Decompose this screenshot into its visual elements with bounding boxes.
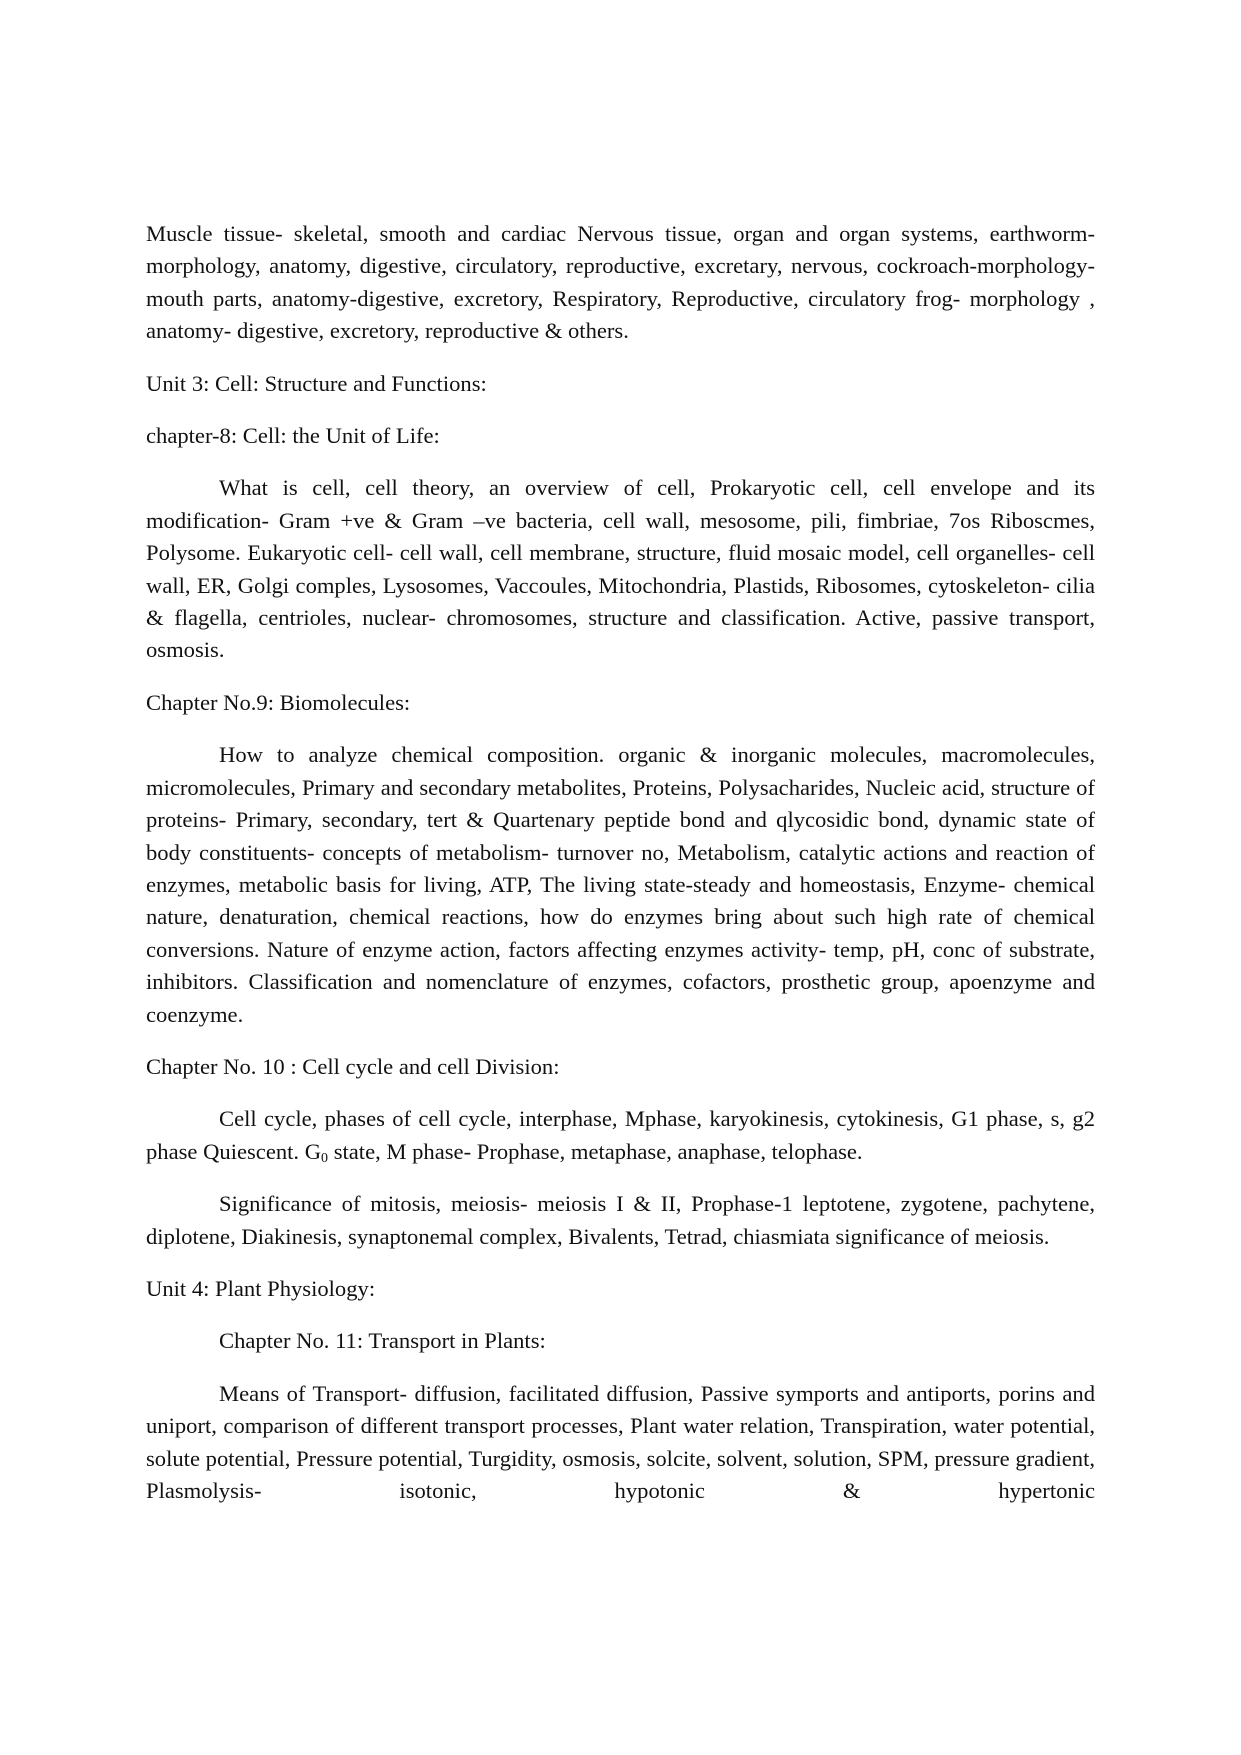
heading-chapter-10: Chapter No. 10 : Cell cycle and cell Division: <box>146 1053 560 1079</box>
paragraph-chapter-10-meiosis: Significance of mitosis, meiosis- meiosis I & II, Prophase-1 leptotene, zygotene, pachytene, diplotene, Diakinesis, synaptonemal complex, Bivalents, Tetrad, chiasmiata significance of meiosis. <box>146 1191 1095 1249</box>
document-page <box>146 218 1095 1527</box>
heading-unit-3: Unit 3: Cell: Structure and Functions: <box>146 370 487 396</box>
paragraph-chapter-9: How to analyze chemical composition. organic & inorganic molecules, macromolecules, micromolecules, Primary and secondary metabolites, Proteins, Polysacharides, Nucleic acid, structure of proteins- Primary, secondary, tert & Quartenary peptide bond and qlycosidic bond, dynamic state of body constituents- concepts of metabolism- turnover no, Metabolism, catalytic actions and reaction of enzymes, metabolic basis for living, ATP, The living state-steady and homeostasis, Enzyme- chemical nature, denaturation, chemical reactions, how do enzymes bring about such high rate of chemical conversions. Nature of enzyme action, factors affecting enzymes activity- temp, pH, conc of substrate, inhibitors. Classification and nomenclature of enzymes, cofactors, prosthetic group, apoenzyme and coenzyme. <box>146 742 1095 1027</box>
paragraph-chapter-8: What is cell, cell theory, an overview of cell, Prokaryotic cell, cell envelope and its modification- Gram +ve & Gram –ve bacteria, cell wall, mesosome, pili, fimbriae, 7os Riboscmes, Polysome. Eukaryotic cell- cell wall, cell membrane, structure, fluid mosaic model, cell organelles- cell wall, ER, Golgi comples, Lysosomes, Vaccoules, Mitochondria, Plastids, Ribosomes, cytoskeleton- cilia & flagella, centrioles, nuclear- chromosomes, structure and classification. Active, passive transport, osmosis. <box>146 475 1095 663</box>
g-zero-subscript: 0 <box>321 1150 329 1166</box>
heading-chapter-8: chapter-8: Cell: the Unit of Life: <box>146 423 440 449</box>
heading-chapter-9: Chapter No.9: Biomolecules: <box>146 689 411 715</box>
heading-chapter-11: Chapter No. 11: Transport in Plants: <box>219 1328 546 1354</box>
paragraph-chapter-11: Means of Transport- diffusion, facilitated diffusion, Passive symports and antiports, porins and uniport, comparison of different transport processes, Plant water relation, Transpiration, water potential, solute potential, Pressure potential, Turgidity, osmosis, solcite, solvent, solution, SPM, pressure gradient, Plasmolysis- isotonic, hypotonic & hypertonic <box>146 1380 1095 1503</box>
paragraph-chapter-10-cell-cycle <box>146 1103 1095 1168</box>
heading-unit-4: Unit 4: Plant Physiology: <box>146 1275 376 1301</box>
paragraph-tissues: Muscle tissue- skeletal, smooth and cardiac Nervous tissue, organ and organ systems, earthworm- morphology, anatomy, digestive, circulatory, reproductive, excretary, nervous, cockroach-morphology- mouth parts, anatomy-digestive, excretory, Respiratory, Reproductive, circulatory frog- morphology , anatomy- digestive, excretory, reproductive & others. <box>146 221 1095 344</box>
cell-cycle-text-end: state, M phase- Prophase, metaphase, anaphase, telophase. <box>328 1138 863 1164</box>
cell-cycle-text: Cell cycle, phases of cell cycle, interphase, Mphase, karyokinesis, cytokinesis, G1 phase, s, g2 phase Quiescent. G <box>146 1106 1095 1164</box>
